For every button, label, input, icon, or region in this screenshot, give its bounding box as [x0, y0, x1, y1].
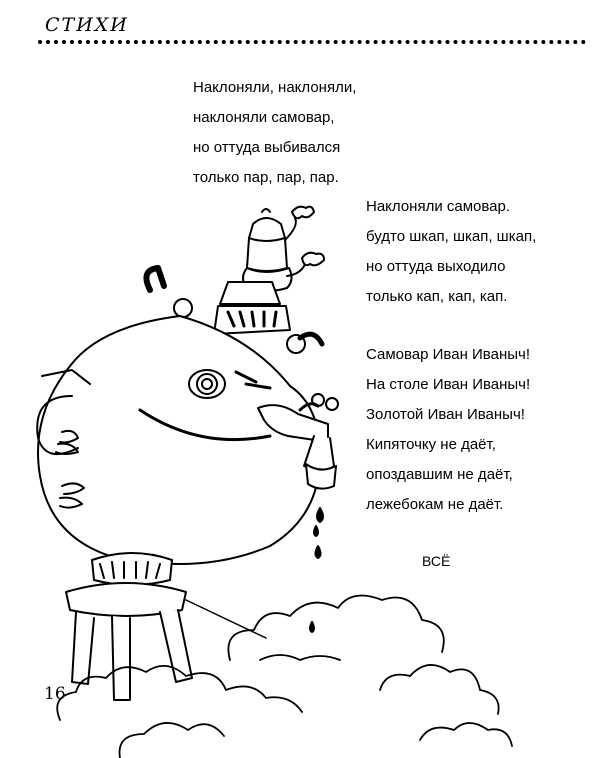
poem-line: но оттуда выбивался	[193, 139, 341, 156]
poem-line: Наклоняли, наклоняли,	[193, 79, 357, 96]
poem-line: будто шкап, шкап, шкап,	[366, 228, 537, 245]
poem-line: наклоняли самовар,	[193, 109, 335, 126]
poem-line: только кап, кап, кап.	[366, 288, 508, 305]
page-number: 16	[44, 684, 66, 704]
poem-line: только пар, пар, пар.	[193, 169, 339, 186]
poem-line: Самовар Иван Иваныч!	[366, 346, 530, 363]
poem-line: На столе Иван Иваныч!	[366, 376, 531, 393]
poem-ending: ВСЁ	[422, 553, 451, 569]
poem-line: лежебокам не даёт.	[366, 496, 504, 513]
poem-line: Кипяточку не даёт,	[366, 436, 496, 453]
poem-line: но оттуда выходило	[366, 258, 506, 275]
section-title: СТИХИ	[45, 14, 129, 36]
stanza-1	[193, 73, 356, 193]
poem-line: опоздавшим не даёт,	[366, 466, 513, 483]
stanza-3	[366, 340, 530, 520]
poem-line: Наклоняли самовар.	[366, 198, 511, 215]
stanza-2	[366, 192, 536, 312]
poem-line: Золотой Иван Иваныч!	[366, 406, 525, 423]
teapot-icon	[243, 207, 324, 291]
